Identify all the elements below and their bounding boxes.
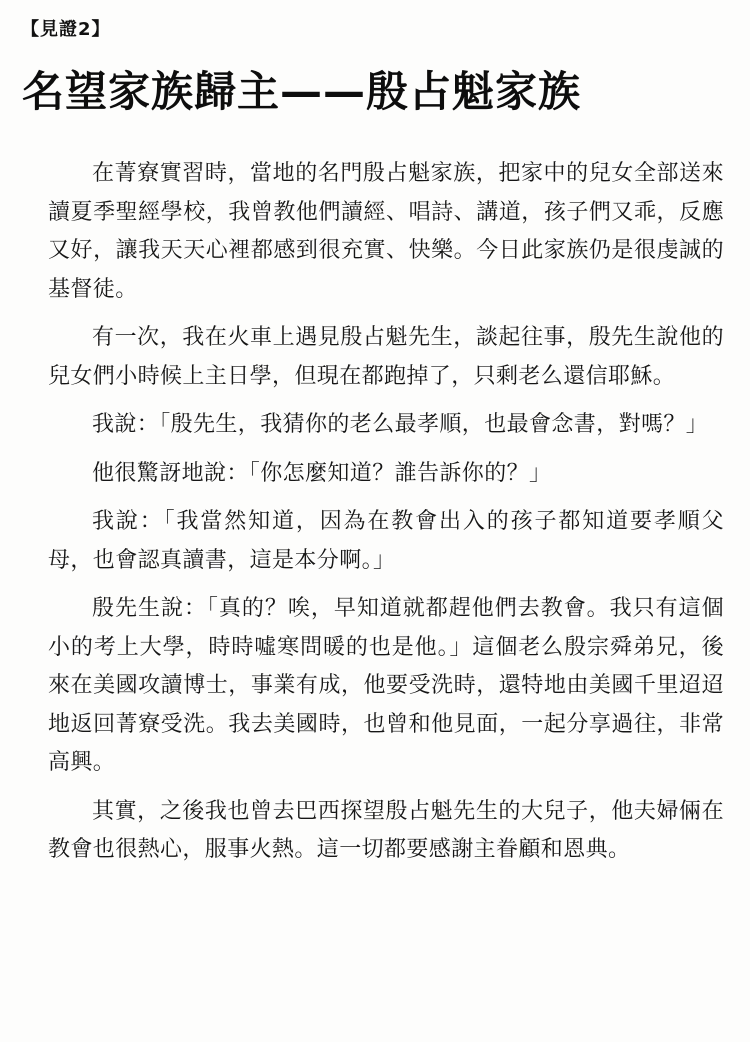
section-label: 【見證2】 (21, 19, 111, 40)
paragraph-3: 我說：「殷先生，我猜你的老么最孝順，也最會念書，對嗎？」 (92, 412, 709, 437)
page-title: 名望家族歸主——殷占魁家族 (22, 67, 582, 116)
paragraph-5: 我說：「我當然知道，因為在教會出入的孩子都知道要孝順父母，也會認真讀書，這是本分啊。」 (48, 509, 724, 573)
article-body (48, 155, 724, 880)
paragraph-1: 在菁寮實習時，當地的名門殷占魁家族，把家中的兒女全部送來讀夏季聖經學校，我曾教他們讀經、唱詩、講道，孩子們又乖，反應又好，讓我天天心裡都感到很充實、快樂。今日此家族仍是很虔誠的基督徒。 (48, 161, 724, 302)
paragraph-6: 殷先生說：「真的？唉，早知道就都趕他們去教會。我只有這個小的考上大學，時時噓寒問暖的也是他。」這個老么殷宗舜弟兄，後來在美國攻讀博士，事業有成，他要受洗時，還特地由美國千里迢迢地返回菁寮受洗。我去美國時，也曾和他見面，一起分享過往，非常高興。 (48, 596, 724, 775)
paragraph-2: 有一次，我在火車上遇見殷占魁先生，談起往事，殷先生說他的兒女們小時候上主日學，但現在都跑掉了，只剩老么還信耶穌。 (48, 325, 724, 389)
paragraph-7: 其實，之後我也曾去巴西探望殷占魁先生的大兒子，他夫婦倆在教會也很熱心，服事火熱。這一切都要感謝主眷顧和恩典。 (48, 798, 724, 862)
paragraph-4: 他很驚訝地說：「你怎麼知道？誰告訴你的？」 (92, 460, 552, 486)
